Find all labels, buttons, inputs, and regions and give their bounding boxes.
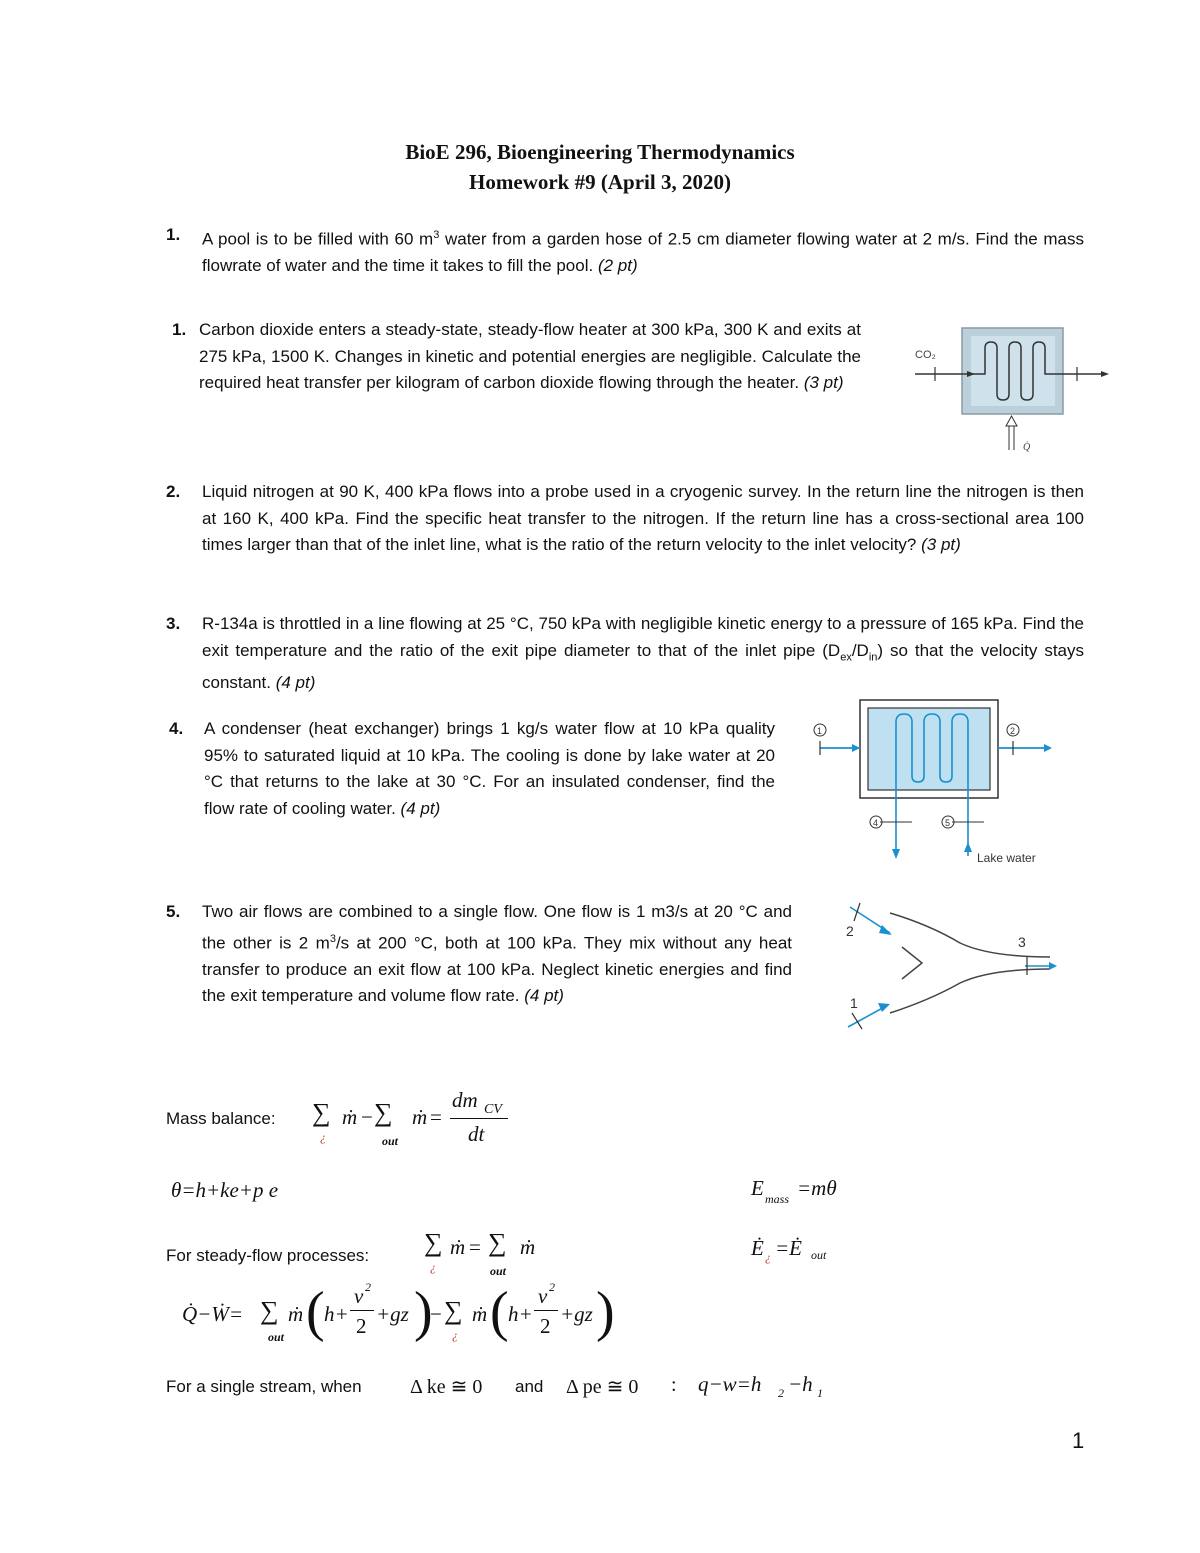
problem-number: 1. bbox=[172, 320, 187, 339]
outlet-3-label: 3 bbox=[1018, 934, 1026, 950]
mass-balance-equation: ∑ ¿ ṁ − ∑ out ṁ = dm CV dt bbox=[312, 1096, 532, 1156]
first-law-equation: q−w=h 2 −h 1 bbox=[698, 1372, 823, 1400]
problem-text: Liquid nitrogen at 90 K, 400 kPa flows into a probe used in a cryogenic survey. In the return line the nitrogen is then at 160 K, 400 kPa. Find the specific heat transfer to the nitrogen. If the return line has a cross-sectional area 100 times larger than that of the inlet line, what is the ratio of the return velocity to the inlet velocity? (3 pt) bbox=[202, 482, 1084, 554]
emass-equation: E mass =mθ bbox=[751, 1176, 837, 1206]
problem-number: 4. bbox=[169, 719, 184, 738]
problem-text: A condenser (heat exchanger) brings 1 kg/s water flow at 10 kPa quality 95% to saturated liquid at 10 kPa. The cooling is done by lake water at 20 °C that returns to the lake at 30 °C. For an insulated condenser, find the flow rate of cooling water. (4 pt) bbox=[204, 719, 775, 818]
steady-energy-equation: Q̇−Ẇ= ∑ out ṁ ( h+ v 2 2 +gz ) − ∑ ¿ ṁ ( h+ v 2 2 +gz ) bbox=[182, 1280, 615, 1344]
port-2-label: 2 bbox=[1010, 726, 1016, 736]
co2-label: CO₂ bbox=[915, 349, 936, 361]
page-subtitle: Homework #9 (April 3, 2020) bbox=[469, 170, 731, 194]
heater-diagram bbox=[905, 322, 1115, 462]
port-4-label: 4 bbox=[873, 818, 879, 828]
lake-water-label: Lake water bbox=[977, 851, 1036, 865]
condenser-diagram bbox=[800, 696, 1060, 871]
q-label: Q̇ bbox=[1023, 442, 1031, 453]
problem-number: 1. bbox=[166, 225, 181, 244]
problem-text: Carbon dioxide enters a steady-state, steady-flow heater at 300 kPa, 300 K and exits at 275 kPa, 1500 K. Changes in kinetic and potential energies are negligible. Calculate the required heat transfer per kilogram of carbon dioxide flowing through the heater. (3 pt) bbox=[199, 320, 861, 392]
steady-mass-equation: ∑ ¿ ṁ = ∑ out ṁ bbox=[424, 1228, 536, 1278]
colon: : bbox=[671, 1374, 677, 1396]
inlet-2-label: 2 bbox=[846, 923, 854, 939]
problem-number: 5. bbox=[166, 902, 181, 921]
problem-text: A pool is to be filled with 60 $m^3$ water from a garden hose of 2.5 cm diameter flowing water at 2 m/s. Find the mass flowrate of water and the time it takes to fill the pool. (2 pt) bbox=[202, 229, 1084, 276]
delta-pe-condition: Δ pe ≅ 0 bbox=[566, 1376, 639, 1398]
problem-number: 3. bbox=[166, 614, 181, 633]
and-label: and bbox=[515, 1377, 544, 1396]
problem-text: Two air flows are combined to a single flow. One flow is 1 m3/s at 20 °C and the other is 2 $m^3/s$ at 200 °C, both at 100 kPa. They mix without any heat transfer to produce an exit flow at 100 kPa. Neglect kinetic energies and find the exit temperature and volume flow rate. (4 pt) bbox=[202, 902, 793, 1006]
page-number: 1 bbox=[1072, 1428, 1085, 1453]
theta-equation: θ=h+ke+p e bbox=[171, 1178, 279, 1202]
single-stream-label: For a single stream, when bbox=[166, 1377, 362, 1396]
port-5-label: 5 bbox=[945, 818, 951, 828]
problem-number: 2. bbox=[166, 482, 181, 501]
mass-balance-label: Mass balance: bbox=[166, 1109, 276, 1128]
steady-flow-label: For steady-flow processes: bbox=[166, 1246, 370, 1265]
port-1-label: 1 bbox=[817, 726, 823, 736]
delta-ke-condition: Δ ke ≅ 0 bbox=[410, 1376, 483, 1398]
inlet-1-label: 1 bbox=[850, 995, 858, 1011]
problem-text: R-134a is throttled in a line flowing at 25 °C, 750 kPa with negligible kinetic energy to a pressure of 165 kPa. Find the exit temperature and the ratio of the exit pipe diameter to that of the inlet pipe $(D_{ex}/D_{in})$ so that the velocity stays constant. (4 pt) bbox=[202, 614, 1085, 693]
mixer-diagram bbox=[830, 895, 1070, 1040]
energy-balance-equation: Ė ¿ =Ė out bbox=[751, 1236, 827, 1264]
outlet-arrow bbox=[1101, 371, 1109, 377]
page-title: BioE 296, Bioengineering Thermodynamics bbox=[405, 140, 795, 164]
